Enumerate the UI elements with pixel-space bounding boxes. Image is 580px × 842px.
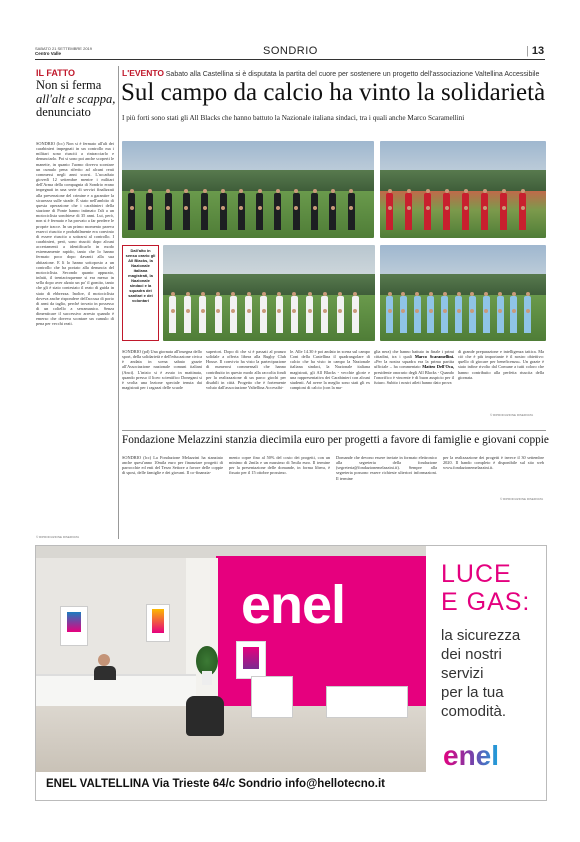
second-headline: Fondazione Melazzini stanzia diecimila euro per progetti a favore di famiglie e giovani coppie xyxy=(122,434,549,446)
team-player xyxy=(427,313,434,333)
poster-right xyxy=(236,641,266,679)
photo-magistrates-team xyxy=(380,141,546,238)
chair xyxy=(186,696,224,736)
poster-middle xyxy=(146,604,170,642)
team-player-head xyxy=(294,189,298,193)
left-article-body: SONDRIO (lcc) Non si è fermato all'alt dei carabinieri impegnati in un controllo ma i militari sono riusciti a rintracciarlo e denunciarlo. Poi si sono poi anche scoperti le manette, in quanto l'uomo doveva scontare un cumulo pena riferito ad alcuni reati commessi negli anni scorsi. L'accaduto giovedì 12 settembre mentre i militari dell'Arma della compagnia di Sondrio erano impegnati in una serie di servizi finalizzati alla prevenzione del crimine e a garantire la sicurezza sulle strade. È stato nell'ambito di questa operazione che i carabinieri della stazione di Ponte hanno intimato l'alt a un motociclista sondriese di 35 anni. Lui, però, non si è fermato e ha provato a far perdere le proprie tracce. In un primo momento pareva esserci riuscito e probabilmente era convinto di essere riuscito a sottrarsi al controllo. I carabinieri, però, sono riusciti dopo alcuni accertamenti a identificarlo in modo estremamente rapido, tanto che lo hanno fermato poco dopo davanti alla sua abitazione. E lì lo hanno sottoposto a un controllo che ha portato alla denuncia del motociclista. Secondo quanto appurato, infatti, il trentacinquenne si era messo in sella dopo aver alzato un po' il gomito, tanto che gli è stato contestato il reato di guida in stato di ebbrezza. Inoltre, il motociclista doveva anche rispondere dell'accusa di porto di armi da taglio, perché trovato in possesso di un coltello a serramanico. Senza dimenticare il successivo arresto quando è emerso che doveva scontare un cumulo di pena per vecchi reati. xyxy=(36,141,114,327)
team-player-head xyxy=(313,189,317,193)
team-player xyxy=(348,210,355,230)
team-player xyxy=(337,313,344,333)
main-col-4-b: «Per la nostra squadra era la prima partita ufficiale – ha commentato xyxy=(374,359,454,370)
team-player xyxy=(238,210,245,230)
second-col-3: Domande che devono essere inviate in formato elettronico alla segreteria della fondazione (segreteria@fondazionemelazzini.it). Sempre alla segreteria possono essere richieste ulteriori informazioni. Il termine xyxy=(336,455,437,481)
team-player-head xyxy=(338,292,342,296)
enel-logo-icon xyxy=(441,741,537,769)
team-player-head xyxy=(166,189,170,193)
team-player xyxy=(443,210,450,230)
team-player xyxy=(260,313,267,333)
team-player-head xyxy=(457,309,461,313)
team-player xyxy=(256,210,263,230)
team-player xyxy=(215,313,222,333)
team-player-head xyxy=(407,189,411,193)
advert xyxy=(35,545,547,801)
advert-tagline-line2: dei nostri xyxy=(441,646,502,663)
team-player xyxy=(220,210,227,230)
team-player xyxy=(274,210,281,230)
team-player-head xyxy=(203,206,207,210)
team-player-head xyxy=(258,206,262,210)
advert-footer: ENEL VALTELLINA Via Trieste 64/c Sondrio info@hellotecno.it xyxy=(46,778,386,790)
team-player-head xyxy=(349,189,353,193)
advert-headline-line2: E GAS: xyxy=(441,588,531,616)
team-player xyxy=(424,210,431,230)
team-player-head xyxy=(258,189,262,193)
left-article-credit: © RIPRODUZIONE RISERVATA xyxy=(36,535,80,539)
masthead-rule xyxy=(35,59,545,60)
team-player-head xyxy=(277,292,281,296)
team-player xyxy=(462,210,469,230)
column-divider xyxy=(118,66,119,539)
team-player-head xyxy=(186,292,190,296)
advert-tagline-line4: per la tua xyxy=(441,684,504,701)
advert-store-photo xyxy=(36,546,426,772)
store-clerk xyxy=(98,654,110,666)
photo-mayors-team xyxy=(163,245,375,341)
masthead-date: SABATO 21 SETTEMBRE 2019 xyxy=(35,46,92,51)
team-player-head xyxy=(445,206,449,210)
team-player-head xyxy=(426,206,430,210)
team-player-head xyxy=(498,292,502,296)
team-player xyxy=(183,210,190,230)
team-player-head xyxy=(512,292,516,296)
team-player xyxy=(481,210,488,230)
team-player xyxy=(524,313,531,333)
team-player-head xyxy=(216,292,220,296)
left-kicker: IL FATTO xyxy=(36,68,76,78)
team-player xyxy=(329,210,336,230)
main-article-credit: © RIPRODUZIONE RISERVATA xyxy=(490,413,534,417)
team-player xyxy=(128,210,135,230)
masthead-paper-name: Centro Valle xyxy=(35,51,62,56)
team-player-head xyxy=(247,292,251,296)
team-player xyxy=(405,210,412,230)
team-player xyxy=(386,313,393,333)
team-player-head xyxy=(388,309,392,313)
main-headline: Sul campo da calcio ha vinto la solidarietà xyxy=(121,79,546,106)
team-player-head xyxy=(262,292,266,296)
team-player xyxy=(497,313,504,333)
team-player xyxy=(321,313,328,333)
team-player xyxy=(400,313,407,333)
enel-brand-logo xyxy=(441,741,537,769)
team-player-head xyxy=(239,189,243,193)
team-player-head xyxy=(526,292,530,296)
team-player xyxy=(311,210,318,230)
team-player-head xyxy=(429,292,433,296)
second-col-4: per la realizzazione dei progetti è invece il 30 settembre 2020. Il bando completo è disponibile sul sito web www.fondazionemelazzini.it. xyxy=(443,455,544,471)
enel-logo-text: enel xyxy=(443,741,500,769)
page-number: | 13 xyxy=(526,45,545,57)
team-player xyxy=(441,313,448,333)
team-player-head xyxy=(203,189,207,193)
left-headline-line2: all'alt e scappa, xyxy=(36,91,116,106)
second-col-1: SONDRIO (lcc) La Fondazione Melazzini ha stanziato anche quest'anno 10mila euro per finanziare progetti di parrocchie ed enti del Terzo Settore a favore delle coppie di sposi, delle famiglie e dei giovani. Il co-finanzia- xyxy=(122,455,223,476)
team-player-head xyxy=(415,292,419,296)
team-player-head xyxy=(443,292,447,296)
main-col-2: superiori. Dopo di che si è passati al pranzo solidale a offerta libera alla Rugby Club House. Il convivio ha visto la partecipazione di numerosi commensali che hanno contribuito in questo modo alla raccolta fondi per la realizzazione di un parco giochi per disabili in città. Progetto che è fortemente voluto dall'associazione Valtellina Accessibi- xyxy=(206,349,286,391)
photo-medics-volunteers-team xyxy=(380,245,546,341)
advert-tagline-line3: servizi xyxy=(441,665,484,682)
team-player-head xyxy=(130,189,134,193)
team-player-head xyxy=(388,189,392,193)
team-player xyxy=(386,210,393,230)
advert-tagline-line5: comodità. xyxy=(441,703,507,720)
team-player xyxy=(500,210,507,230)
team-player-head xyxy=(171,309,175,313)
team-player-head xyxy=(276,189,280,193)
team-player-head xyxy=(323,292,327,296)
team-player-head xyxy=(407,206,411,210)
team-player-head xyxy=(483,206,487,210)
team-player xyxy=(169,313,176,333)
team-player-head xyxy=(308,292,312,296)
page-number-value: 13 xyxy=(531,45,545,57)
display-table xyxy=(326,686,408,718)
main-kicker-text: Sabato alla Castellina si è disputata la partita del cuore per sostenere un progetto dell'associazione Valtellina Accessibile xyxy=(165,71,540,78)
main-col-4-name1: Marco Scaramellini. xyxy=(414,354,454,360)
advert-tagline-line1: la sicurezza xyxy=(441,627,521,644)
team-player xyxy=(146,210,153,230)
team-player xyxy=(306,313,313,333)
team-player-head xyxy=(313,206,317,210)
advert-tagline xyxy=(441,626,520,721)
team-player-head xyxy=(521,189,525,193)
advert-headline-line1: LUCE xyxy=(441,560,512,588)
team-player-head xyxy=(148,189,152,193)
team-player-head xyxy=(464,206,468,210)
main-kicker-line xyxy=(122,68,547,78)
team-player xyxy=(483,313,490,333)
team-player xyxy=(184,313,191,333)
enel-store-logo: enel xyxy=(241,575,346,635)
main-subheadline: I più forti sono stati gli All Blacks che hanno battuto la Nazionale italiana sindaci, tra i quali anche Marco Scaramellini xyxy=(122,114,465,122)
main-col-4-name2: Matteo Dell'Oca, xyxy=(422,364,454,370)
main-kicker: L'EVENTO xyxy=(122,68,165,78)
left-headline xyxy=(36,79,116,120)
team-player-head xyxy=(457,292,461,296)
main-col-4-a: glia nera) che hanno battuto in finale i primi cittadini, tra i quali xyxy=(374,349,454,360)
team-player xyxy=(199,313,206,333)
team-player xyxy=(291,313,298,333)
second-col-2: mento copre fino al 50% del costo dei progetti, con un minimo di 2mila e un massimo di 5mila euro. Il termine per la presentazione delle domande, in forma libera, è fissato per il 15 ottobre prossimo. xyxy=(229,455,330,476)
main-col-5: di grande preparazione e intelligenza tattica. Ma ciò che è più importante è il nostro obiettivo: quello di giocare per beneficenza». Un grazie è stato infine rivolto dal Comune a tutti coloro che hanno contribuito alla perfetta riuscita della giornata. xyxy=(458,349,544,380)
team-player-head xyxy=(308,309,312,313)
team-player-head xyxy=(464,189,468,193)
team-player-head xyxy=(130,206,134,210)
team-player xyxy=(519,210,526,230)
store-counter xyxy=(36,674,196,706)
team-player-head xyxy=(201,292,205,296)
poster-left xyxy=(60,606,88,646)
team-player-head xyxy=(484,292,488,296)
display-kiosk xyxy=(251,676,293,718)
advert-headline xyxy=(441,560,530,616)
team-player-head xyxy=(184,189,188,193)
main-col-1: SONDRIO (pd) Una giornata all'insegna dello sport, della solidarietà e dell'educazione civica è andata in scena sabato grazie all'Associazione nazionale comuni italiani (Anci). L'inizio si è avuto in mattinata, quando presso il liceo scientifico Donegani si è svolta una lezione speciale tenuta dai magistrati per i ragazzi delle scuole xyxy=(122,349,202,391)
team-player-head xyxy=(331,189,335,193)
team-player xyxy=(201,210,208,230)
photo-caption-box xyxy=(122,245,159,341)
team-player xyxy=(455,313,462,333)
team-player xyxy=(352,313,359,333)
left-headline-line1: Non si ferma xyxy=(36,78,102,92)
main-col-4 xyxy=(374,349,454,427)
team-player xyxy=(469,313,476,333)
team-player-head xyxy=(171,292,175,296)
team-player-head xyxy=(502,189,506,193)
team-player-head xyxy=(388,292,392,296)
main-col-3: le. Alle 14.30 è poi andato in scena sul campo Coni della Castellina il quadrangolare di calcio che ha visto in campo la Nazionale italiana sindaci, la Nazionale italiana magistrati, gli All Blacks - vecchie glorie e una rappresentativa dei Carabinieri con alcuni studenti. Ad avere la meglio sono stati gli ex campioni di calcio (con la ma- xyxy=(290,349,370,391)
team-player-head xyxy=(221,189,225,193)
team-player xyxy=(245,313,252,333)
photo-caption: Dall'alto in senso orario gli All Blacks, la Nazionale italiana magistrati, la Nazionale sindaci e la squadra dei sanitari e dei volontari xyxy=(125,248,156,303)
team-player-head xyxy=(502,206,506,210)
team-player xyxy=(276,313,283,333)
second-article-credit: © RIPRODUZIONE RISERVATA xyxy=(500,497,544,501)
team-player xyxy=(165,210,172,230)
photo-all-blacks-team xyxy=(122,141,374,238)
team-player-head xyxy=(521,206,525,210)
team-player-head xyxy=(388,206,392,210)
main-col-4-c: presidente onorario degli All Blacks - Quando l'onorifico è vincente è di buon auspicio per il futuro. Subito i nostri atleti hanno dato prova xyxy=(374,369,454,385)
team-player xyxy=(293,210,300,230)
team-player-head xyxy=(483,189,487,193)
team-player-head xyxy=(426,189,430,193)
team-player xyxy=(510,313,517,333)
section-rule xyxy=(122,430,546,431)
team-player xyxy=(230,313,237,333)
left-headline-line3: denunciato xyxy=(36,105,91,119)
team-player-head xyxy=(445,189,449,193)
section-title: SONDRIO xyxy=(263,45,318,57)
team-player xyxy=(414,313,421,333)
